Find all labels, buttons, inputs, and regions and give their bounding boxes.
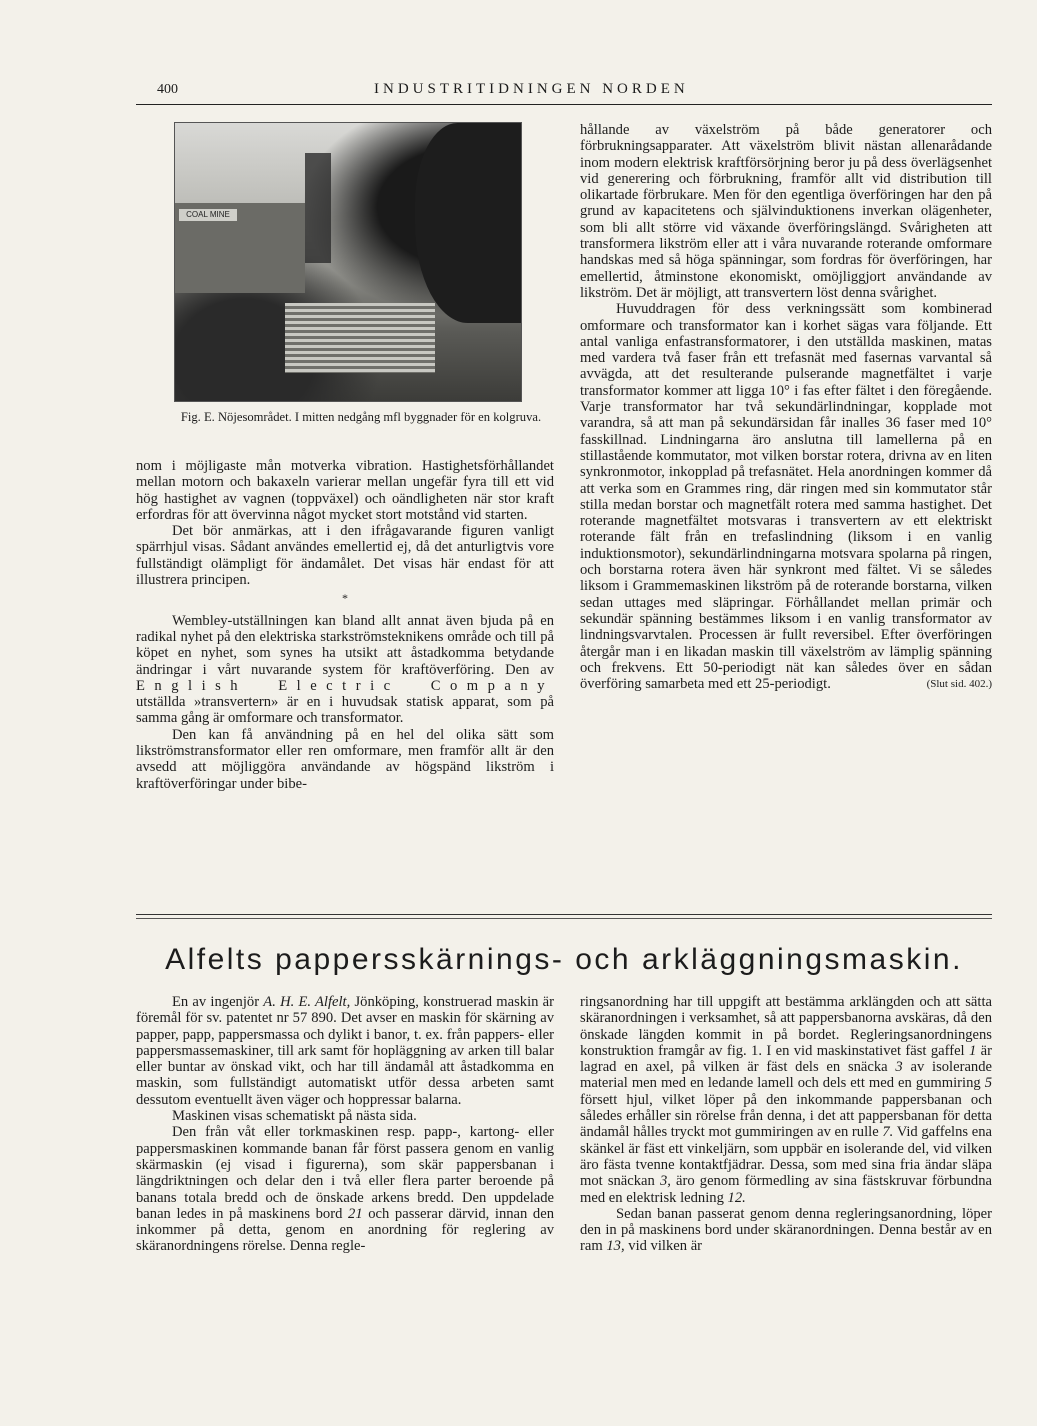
text-run: försett hjul, vilket löper på den inkommande pappersbanan och således erhåller sin rörelse från denna, i det att pappersbanan för detta ändamål hålles tryckt mot gummiringen av en rulle xyxy=(580,1091,992,1141)
article-title xyxy=(136,943,992,977)
text-run: ringsanordning har till uppgift att bestämma arklängden och att sätta skäranordningen i verksamhet, så att pappersbanorna avskäras, då den önskade längden kommit in på bordet. Regleringsanordningens konstruktion framgår av fig. 1. I en vid maskinstativet fäst gaffel xyxy=(580,994,992,1059)
text-run: Sedan banan passerat genom denna regleringsanordning, löper den in på maskinens bord under skäranordningen. Denna består av en ram xyxy=(580,1205,992,1255)
text-run: vid vilken är xyxy=(628,1238,703,1255)
figure-photo xyxy=(174,122,522,402)
article-right-paragraph-1 xyxy=(580,994,992,1206)
article-title-part-2: och arkläggningsmaskin. xyxy=(575,943,963,976)
figure-caption: Fig. E. Nöjesområdet. I mitten nedgång mfl byggnader för en kolgruva. xyxy=(180,410,542,424)
article-right-column xyxy=(580,994,992,1255)
section-rule-thin xyxy=(136,918,992,919)
photo-headframe xyxy=(305,153,331,263)
right-paragraph-2-text: Huvuddragen för dess verkningssätt som kombinerad omformare och transformator kan i korhet sägas vara följande. Ett antal vanliga enfastransformatorer, i den utställda maskinen, matas med vardera två faser från ett trefasnät med fasernas varvantal så avvägda, att det resulterande pulserande magnetfältet i varje transformator kommer att ligga 10° i fas efter fältet i den föregående. Varje transformator har två sekundärlindningar, kopplade mot varandra, så att man på sekundärsidan får inalles 36 faser med 10° fasskillnad. Lindningarna äro anslutna till lamellerna på en stillastående kommutator, mot vilken borstar rotera, drivna av en liten synkronmotor, inkopplad på trefasnätet. Hela anordningen kommer då att verka som en Grammes ring, där ringen med sin kommutator står stilla medan borstar och magnetfält rotera med samma hastighet. Det roterande magnetfältet motsvaras i transvertern av ett elektriskt roterande fält från en trefaslindning (liksom i en vanlig induktionsmotor), sekundärlindningarna motsvara spolarna på ringen, och borstarna rotera även här synkront med fältet. Vi se således liksom i Grammemaskinen likström på de roterande borstarna, vilken sedan uttages med släpringar. Förhållandet mellan primär och sekundär spänning bestämmes liksom i en vanlig transformator av lindningsvarvtalen. Processen är fullt reversibel. Efter överföringen återgår man i en likadan maskin till växelström av lämplig spänning och frekvens. Ett 50-periodigt nät kan således över en sådan överföring samarbeta med ett 25-periodigt. xyxy=(580,301,992,693)
text-run: Jönköping, konstruerad maskin är föremål för sv. patentet nr 57 890. Det avser en maskin för skärning av papper, papp, pappersmassa och dylikt i banor, t. ex. från pappers- eller pappersmassemaskiner, till ark samt för hopläggning av arken till balar eller buntar av önskad vikt, och har till ändamål att åstadkomma en maskin, som fullständigt automatiskt utför dessa arbeten samt dessutom eventuellt även väger och hoppressar balarna. xyxy=(136,994,554,1108)
left-paragraph-1: nom i möjligaste mån motverka vibration. Hastighetsförhållandet mellan motorn och bakaxeln varierar mellan ungefär fyra till ett vid hög hastighet av vagnen (toppväxel) och oändligheten när stor kraft erfordras för att övervinna något mycket stort motstånd vid starten. xyxy=(136,458,554,523)
photo-tree xyxy=(415,123,521,323)
left-paragraph-4: Den kan få användning på en hel del olika sätt som likströmstransformator eller ren omformare, men framför allt är den avsedd att möjliggöra användande av högspänd likström i kraftöverföringar under bibe- xyxy=(136,726,554,792)
text-run: är lagrad en axel, på vilken är fäst dels en snäcka xyxy=(580,1042,993,1076)
part-number: 12. xyxy=(727,1189,746,1206)
part-number: 3, xyxy=(659,1173,671,1190)
article-left-paragraph-3 xyxy=(136,1124,554,1254)
page-header xyxy=(136,82,992,104)
article-title-part-1: Alfelts pappersskärnings- xyxy=(165,943,565,976)
photo-sign: COAL MINE xyxy=(179,209,237,221)
inventor-name: A. H. E. Alfelt, xyxy=(263,994,351,1010)
section-separator: * xyxy=(342,591,348,606)
article-left-column xyxy=(136,994,554,1255)
left-paragraph-3b: utställda »transvertern» är en i huvudsak statisk apparat, som på samma gång är omformare och transformator. xyxy=(136,694,554,727)
right-paragraph-1: hållande av växelström på både generatorer och förbrukningsapparater. Att växelström blivit nästan allenarådande inom modern elektrisk kraftförsörjning beror ju på dess överlägsenhet vid generering och förbrukning, framför allt vid distribution till olikartade förbrukare. Men för den egentliga överföringen har den på grund av kapacitetens och självinduktionens inverkan olägenheter, som bli allt större vid växande överföringslängd. Svårigheten att transformera likström eller att i våra nuvarande roterande omformare handskas med så höga spänningar, som fordras för överföringen, har emellertid, åtminstone ekonomiskt, omöjliggjort användande av likström. Det är möjligt, att transvertern löst denna svårighet. xyxy=(580,122,992,301)
text-run: Vid gaffelns ena skänkel är fäst ett vinkeljärn, som uppbär en isolerande del, vid vilken äro fästa tvenne kontaktfjädrar. Dessa, som med sina fria ändar släpa mot snäckan xyxy=(580,1124,992,1190)
section-rule xyxy=(136,914,992,915)
header-rule xyxy=(136,104,992,105)
left-column xyxy=(136,458,554,792)
part-number: 5 xyxy=(984,1075,992,1092)
text-run: äro genom förmedling av sina fästskruvar förbundna med en elektrisk ledning xyxy=(580,1173,993,1206)
company-name: English Electric Company xyxy=(136,677,554,694)
article-right-paragraph-2 xyxy=(580,1206,992,1255)
page-number: 400 xyxy=(157,82,178,97)
text-run: En av ingenjör xyxy=(172,994,260,1010)
article-left-paragraph-2: Maskinen visas schematiskt på nästa sida. xyxy=(172,1108,417,1125)
article-left-paragraph-1 xyxy=(136,994,554,1108)
continuation-note: (Slut sid. 402.) xyxy=(926,678,992,691)
text-run: och passerar därvid, innan den inkommer på detta, genom en anordning för reglering av skäranordningens rörelse. Denna regle- xyxy=(136,1205,554,1255)
photo-stairs xyxy=(285,303,435,373)
left-paragraph-2: Det bör anmärkas, att i den ifrågavarande figuren vanligt spärrhjul visas. Sådant användes emellertid ej, då det anturligtvis vore fullständigt olämpligt för ändamålet. Det visas här endast för att illustrera principen. xyxy=(136,523,554,589)
left-paragraph-3 xyxy=(136,613,554,727)
part-number: 3 xyxy=(895,1059,903,1076)
part-number: 7. xyxy=(882,1124,894,1141)
part-number: 1 xyxy=(969,1042,977,1059)
journal-title: INDUSTRITIDNINGEN NORDEN xyxy=(374,81,689,97)
text-run: av isolerande material men med en ledande lamell och dels ett med en gummiring xyxy=(580,1059,992,1092)
right-column xyxy=(580,122,992,692)
left-paragraph-3a: Wembley-utställningen kan bland allt annat även bjuda på en radikal nyhet på den elektriska starkströmsteknikens område och till på köpet en nyhet, som synes ha utsikt att åstadkomma betydande ändringar i vårt nuvarande system för kraftöverföring. Den av xyxy=(136,612,554,678)
part-number: 21 xyxy=(348,1205,363,1222)
text-run: Den från våt eller torkmaskinen resp. papp-, kartong- eller pappersmaskinen kommande banan får först passera genom en vanlig skärmaskin (ej visad i figurerna), som skär pappersbanan i längdriktningen och delar den i två eller flera parter beroende på banans totala bredd och de önskade arkens bredd. Den uppdelade banan ledes in på maskinens bord xyxy=(136,1124,554,1222)
part-number: 13, xyxy=(606,1238,625,1255)
right-paragraph-2 xyxy=(580,301,992,692)
